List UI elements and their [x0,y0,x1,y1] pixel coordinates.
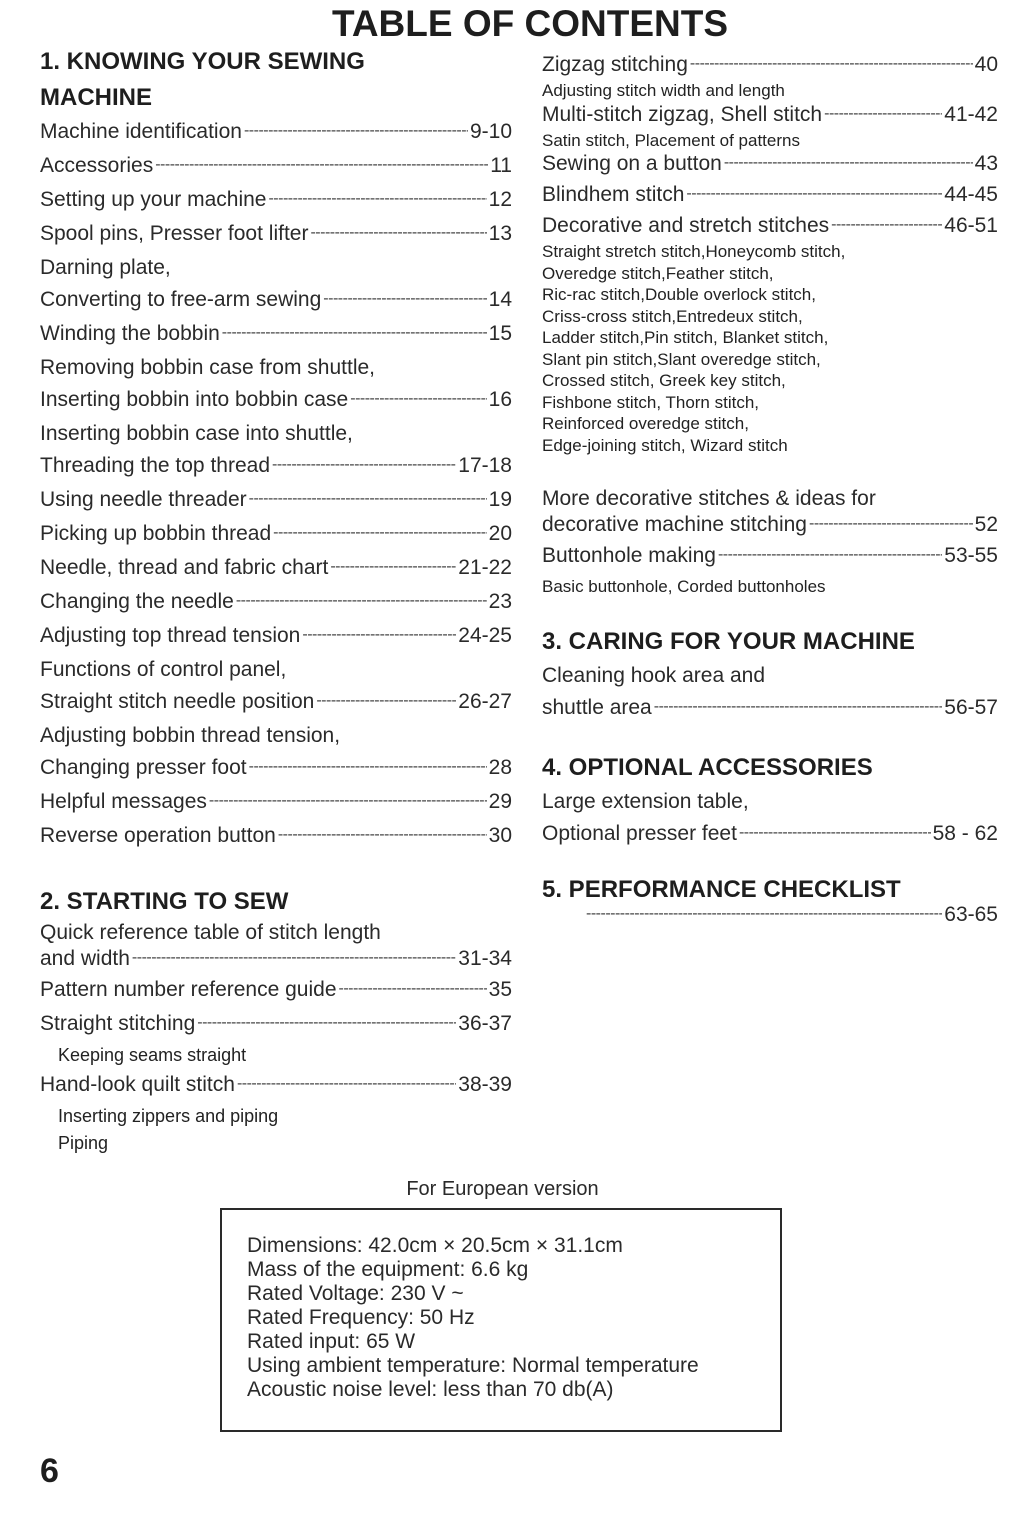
toc-entry[interactable] [40,1008,512,1042]
toc-entry-page: 17-18 [458,454,512,477]
toc-subitem: Piping [58,1133,109,1153]
toc-entry[interactable] [542,904,998,928]
toc-entry-label: Straight stitch needle position [40,690,315,713]
dot-leader [244,115,468,147]
spec-list [247,1234,699,1402]
toc-entry-label: Inserting bobbin case into shuttle, [40,422,353,445]
dot-leader [350,383,486,415]
toc-entry[interactable] [40,484,512,518]
toc-entry-label: Straight stitching [40,1012,196,1035]
toc-entry[interactable] [40,450,512,484]
section-heading-2: 2. STARTING TO SEW [40,888,289,915]
toc-entry[interactable] [40,518,512,552]
toc-subitem: Crossed stitch, Greek key stitch, [542,371,786,390]
toc-subitem: Straight stretch stitch,Honeycomb stitch, [542,242,846,261]
toc-entry-label: Reverse operation button [40,824,276,847]
section-heading-4: 4. OPTIONAL ACCESSORIES [542,754,873,781]
toc-entry[interactable] [40,318,512,352]
toc-entry-page: 53-55 [944,544,998,567]
toc-entry-label: Functions of control panel, [40,658,287,681]
toc-subitem: Edge-joining stitch, Wizard stitch [542,435,788,455]
toc-entry[interactable] [542,818,998,852]
toc-entry-label: decorative machine stitching [542,513,807,536]
toc-subitem: Overedge stitch,Feather stitch, [542,263,774,283]
toc-entry-label: Changing the needle [40,590,234,613]
toc-entry[interactable] [40,786,512,820]
toc-entry-label: Accessories [40,154,154,177]
toc-entry-page: 24-25 [458,624,512,647]
toc-entry[interactable] [542,151,998,179]
page-number: 6 [40,1452,59,1490]
toc-entry[interactable] [40,218,512,252]
toc-entry[interactable] [40,384,512,418]
dot-leader [831,212,942,238]
toc-entry-page: 63-65 [944,903,998,926]
toc-subitem: Inserting zippers and piping [58,1106,279,1126]
toc-entry-label: Decorative and stretch stitches [542,214,830,237]
dot-leader [249,751,487,783]
toc-entry-page: 26-27 [458,690,512,713]
toc-entry-label: Blindhem stitch [542,183,685,206]
toc-entry-label: More decorative stitches & ideas for [542,487,876,510]
dot-leader [236,585,487,617]
toc-entry[interactable] [40,1069,512,1103]
toc-entry-label: Changing presser foot [40,756,247,779]
toc-entry-label: Converting to free-arm sewing [40,288,322,311]
page-title: TABLE OF CONTENTS [331,3,728,44]
toc-entry[interactable] [542,512,998,540]
dot-leader [739,817,931,849]
toc-entry-page: 29 [488,790,512,813]
toc-entry-page: 14 [488,288,512,311]
toc-entry-page: 30 [488,824,512,847]
toc-subitem: Satin stitch, Placement of patterns [542,130,800,150]
toc-entry-page: 58 - 62 [932,822,998,845]
toc-entry-page: 13 [488,222,512,245]
toc-entry-page: 9-10 [469,120,512,143]
spec-frequency: Rated Frequency: 50 Hz [247,1306,475,1329]
toc-entry[interactable] [40,284,512,318]
toc-entry-label: Optional presser feet [542,822,737,845]
toc-subitem: Ladder stitch,Pin stitch, Blanket stitch, [542,328,829,347]
toc-entry-label: Machine identification [40,120,242,143]
toc-entry-label: Pattern number reference guide [40,978,337,1001]
dot-leader [330,551,456,583]
toc-entry-label: Using needle threader [40,488,247,511]
dot-leader [249,483,487,515]
toc-entry-label: Adjusting bobbin thread tension, [40,724,341,747]
toc-entry-label: Sewing on a button [542,152,722,175]
toc-entry-label: shuttle area [542,696,652,719]
toc-subitem: Ric-rac stitch,Double overlock stitch, [542,285,816,304]
toc-entry-page: 11 [490,154,512,177]
dot-leader [690,51,973,77]
toc-entry-label: Helpful messages [40,790,207,813]
toc-subitem: Adjusting stitch width and length [542,81,785,100]
dot-leader [316,685,456,717]
toc-entry-page: 15 [488,322,512,345]
toc-entry-page: 20 [488,522,512,545]
toc-entry-page: 43 [974,152,998,175]
dot-leader [724,150,973,176]
toc-entry-label: and width [40,947,130,970]
toc-entry[interactable] [40,946,512,974]
dot-leader [209,785,487,817]
toc-right-column [542,52,998,928]
toc-entry[interactable] [542,213,998,241]
toc-entry-page: 16 [488,388,512,411]
spec-acoustic-noise: Acoustic noise level: less than 70 db(A) [247,1378,614,1401]
toc-entry[interactable] [40,974,512,1008]
dot-leader [302,619,456,651]
section-heading-1-cont: MACHINE [40,84,152,111]
toc-entry-page: 35 [488,978,512,1001]
toc-entry[interactable] [40,150,512,184]
toc-entry-label: Darning plate, [40,256,171,279]
spec-ambient-temperature: Using ambient temperature: Normal temperature [247,1354,699,1377]
toc-entry-page: 23 [488,590,512,613]
dot-leader [310,217,486,249]
toc-entry-page: 31-34 [458,947,512,970]
toc-entry-label: Removing bobbin case from shuttle, [40,356,376,379]
dot-leader [654,691,943,723]
toc-entry-label: Quick reference table of stitch length [40,921,381,944]
toc-entry[interactable] [40,184,512,218]
spec-dimensions: Dimensions: 42.0cm × 20.5cm × 31.1cm [247,1234,623,1257]
toc-entry[interactable] [40,820,512,854]
toc-entry[interactable] [40,552,512,586]
toc-entry[interactable] [542,540,998,574]
dot-leader [824,101,942,127]
toc-entry-page: 38-39 [458,1073,512,1096]
toc-entry[interactable] [40,752,512,786]
toc-entry-label: Winding the bobbin [40,322,220,345]
dot-leader [155,149,488,181]
dot-leader [718,539,942,571]
toc-entry-label: Multi-stitch zigzag, Shell stitch [542,102,823,126]
toc-entry-label: Adjusting top thread tension [40,624,301,647]
toc-entry[interactable] [40,116,512,150]
european-version-caption: For European version [406,1178,599,1200]
toc-entry-page: 21-22 [458,556,512,579]
dot-leader [278,819,487,851]
spec-box [220,1208,782,1432]
toc-entry[interactable] [40,686,512,720]
dot-leader [809,511,973,537]
toc-entry[interactable] [542,102,998,130]
toc-entry-label: Cleaning hook area and [542,664,766,687]
toc-entry-label: Picking up bobbin thread [40,522,272,545]
toc-entry-page: 44-45 [944,183,998,206]
toc-subitem: Reinforced overedge stitch, [542,414,749,433]
toc-entry-page: 36-37 [458,1012,512,1035]
spec-input: Rated input: 65 W [247,1330,416,1353]
toc-subitem: Criss-cross stitch,Entredeux stitch, [542,306,803,326]
toc-entry-page: 46-51 [944,214,998,237]
dot-leader [268,183,486,215]
toc-entry-label: Spool pins, Presser foot lifter [40,222,309,245]
dot-leader [197,1007,456,1039]
toc-entry-page: 12 [488,188,512,211]
dot-leader [132,945,456,971]
toc-entry[interactable] [40,586,512,620]
dot-leader [686,178,942,210]
section-heading-5: 5. PERFORMANCE CHECKLIST [542,876,901,903]
toc-entry-label: Needle, thread and fabric chart [40,556,329,579]
toc-entry-label: Buttonhole making [542,544,716,567]
toc-subitem: Basic buttonhole, Corded buttonholes [542,577,826,596]
dot-leader [272,449,456,481]
toc-entry-page: 56-57 [944,696,998,719]
toc-subitem: Keeping seams straight [58,1045,247,1065]
toc-entry[interactable] [542,692,998,726]
toc-entry-page: 28 [488,756,512,779]
toc-entry-page: 52 [974,513,998,536]
spec-voltage: Rated Voltage: 230 V ~ [247,1282,464,1305]
toc-entry-label: Inserting bobbin into bobbin case [40,388,349,411]
dot-leader [586,903,942,925]
toc-entry-page: 40 [974,53,998,76]
toc-entry-label: Setting up your machine [40,188,267,211]
toc-left-column [40,44,512,1157]
toc-entry[interactable] [542,179,998,213]
toc-entry-label: Hand-look quilt stitch [40,1073,235,1096]
spec-mass: Mass of the equipment: 6.6 kg [247,1258,529,1281]
dot-leader [339,973,487,1005]
section-heading-1: 1. KNOWING YOUR SEWING [40,48,365,75]
toc-subitem: Slant pin stitch,Slant overedge stitch, [542,349,821,369]
toc-entry[interactable] [40,620,512,654]
dot-leader [273,517,486,549]
toc-entry-page: 19 [488,488,512,511]
toc-entry[interactable] [542,52,998,80]
section-heading-3: 3. CARING FOR YOUR MACHINE [542,628,915,655]
toc-subitem: Fishbone stitch, Thorn stitch, [542,392,760,412]
toc-entry-label: Threading the top thread [40,454,270,477]
toc-entry-label: Large extension table, [542,790,749,813]
dot-leader [237,1068,456,1100]
toc-entry-page: 41-42 [944,102,998,126]
dot-leader [222,317,487,349]
toc-entry-label: Zigzag stitching [542,53,688,76]
dot-leader [323,283,486,315]
